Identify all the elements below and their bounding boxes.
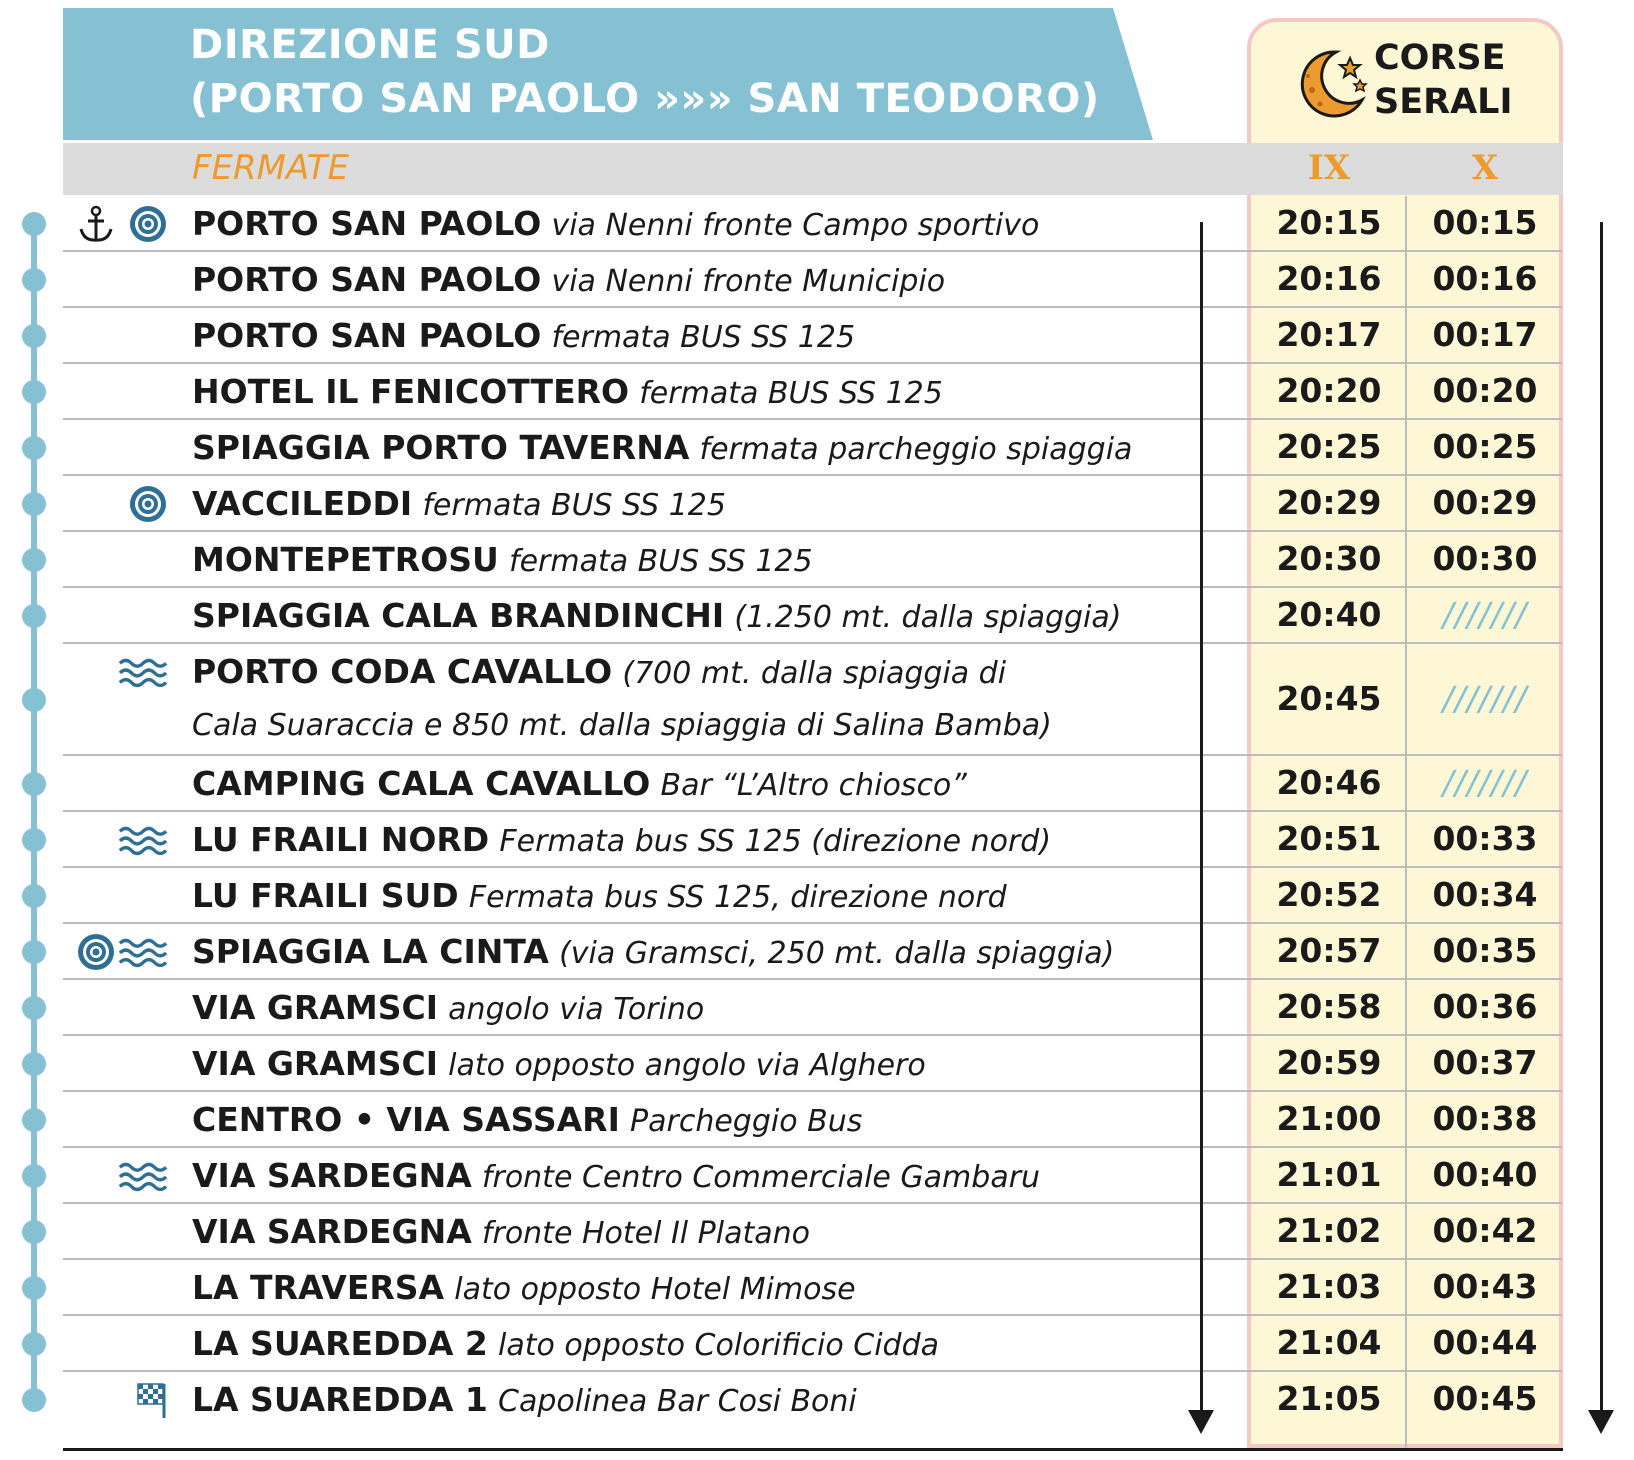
stop-name: MONTEPETROSU [192,540,499,579]
stop-description: Parcheggio Bus [630,1104,863,1139]
stop-description: Fermata bus SS 125, direzione nord [468,880,1007,915]
route-stop-dot [22,996,46,1020]
time-cell-ix: 21:02 [1276,1211,1382,1250]
stop-entry [192,372,943,411]
route-stop-dot [22,884,46,908]
stop-name: VACCILEDDI [192,484,413,523]
time-cell-ix: 20:46 [1276,763,1382,802]
stop-name: VIA SARDEGNA [192,1156,472,1195]
stop-entry [192,1268,856,1307]
stop-description: fermata BUS SS 125 [639,376,943,411]
checkered-flag-icon [132,1380,168,1424]
arrow-head-right [1588,1410,1614,1434]
time-cell-ix: 20:40 [1276,595,1382,634]
stop-description: via Nenni fronte Campo sportivo [551,208,1040,243]
time-cell-x: 00:29 [1432,483,1538,522]
time-cell-x: 00:45 [1432,1379,1538,1418]
arrow-line-right [1600,222,1603,1412]
stop-name: HOTEL IL FENICOTTERO [192,372,630,411]
stop-name: SPIAGGIA PORTO TAVERNA [192,428,690,467]
stop-description: Capolinea Bar Cosi Boni [498,1384,857,1419]
time-cell-x: 00:17 [1432,315,1538,354]
route-stop-dot [22,828,46,852]
stop-name: LA TRAVERSA [192,1268,445,1307]
route-stop-dot [22,1164,46,1188]
fermate-label: FERMATE [192,148,350,188]
evening-label-2: SERALI [1374,82,1513,122]
stop-name: VIA GRAMSCI [192,988,438,1027]
stop-name: SPIAGGIA CALA BRANDINCHI [192,596,725,635]
anchor-icon [76,204,116,248]
route-stop-dot [22,1332,46,1356]
route-stop-dot [22,772,46,796]
time-cell-x: 00:15 [1432,203,1538,242]
stop-name: LU FRAILI NORD [192,820,490,859]
time-cell-x: /////// [1442,595,1528,634]
time-cell-x: 00:44 [1432,1323,1538,1362]
time-cell-x: 00:35 [1432,931,1538,970]
time-cell-x: 00:20 [1432,371,1538,410]
stop-entry [192,876,1007,915]
stop-description-continued: Cala Suaraccia e 850 mt. dalla spiaggia di Salina Bamba) [192,708,1052,743]
column-header-x: X [1471,148,1499,188]
time-cell-ix: 21:00 [1276,1099,1382,1138]
time-cell-ix: 21:03 [1276,1267,1382,1306]
route-stop-dot [22,436,46,460]
stop-description: fermata BUS SS 125 [509,544,813,579]
route-stop-dot [22,380,46,404]
route-stop-dot [22,212,46,236]
time-cell-ix: 20:52 [1276,875,1382,914]
target-icon [76,932,116,976]
stop-description: (via Gramsci, 250 mt. dalla spiaggia) [559,936,1115,971]
stop-name: VIA GRAMSCI [192,1044,438,1083]
waves-icon [118,1158,168,1198]
stop-entry [192,428,1132,467]
stop-entry [192,484,726,523]
time-cell-ix: 20:16 [1276,259,1382,298]
stop-name: PORTO SAN PAOLO [192,260,542,299]
stop-description: fermata parcheggio spiaggia [699,432,1133,467]
stop-name: PORTO CODA CAVALLO [192,652,613,691]
time-cell-ix: 21:01 [1276,1155,1382,1194]
stop-entry [192,204,1039,243]
stop-name: LU FRAILI SUD [192,876,459,915]
stop-name: LA SUAREDDA 2 [192,1324,488,1363]
stop-description: angolo via Torino [448,992,705,1027]
time-cell-x: 00:43 [1432,1267,1538,1306]
time-cell-x: 00:40 [1432,1155,1538,1194]
time-cell-x: /////// [1442,679,1528,718]
stop-entry [192,540,813,579]
route-stop-dot [22,1052,46,1076]
time-cell-x: 00:33 [1432,819,1538,858]
stop-name: SPIAGGIA LA CINTA [192,932,549,971]
route-stop-dot [22,548,46,572]
stop-description: fermata BUS SS 125 [422,488,726,523]
arrow-line-left [1200,222,1203,1412]
time-cell-x: 00:25 [1432,427,1538,466]
stop-entry [192,1044,926,1083]
time-cell-x: /////// [1442,763,1528,802]
stop-description: (700 mt. dalla spiaggia di [622,656,1007,691]
stop-entry [192,1324,939,1363]
stop-description: fronte Centro Commerciale Gambaru [481,1160,1041,1195]
stop-description: lato opposto Hotel Mimose [454,1272,856,1307]
time-cell-ix: 20:51 [1276,819,1382,858]
route-stop-dot [22,1276,46,1300]
time-cell-x: 00:30 [1432,539,1538,578]
time-cell-x: 00:42 [1432,1211,1538,1250]
stop-description: via Nenni fronte Municipio [551,264,946,299]
stop-name: PORTO SAN PAOLO [192,316,542,355]
time-cell-ix: 20:57 [1276,931,1382,970]
time-cell-x: 00:38 [1432,1099,1538,1138]
stop-entry [192,1156,1040,1195]
bottom-rule [63,1448,1563,1451]
time-cell-ix: 20:59 [1276,1043,1382,1082]
route-stop-dot [22,268,46,292]
waves-icon [118,934,168,974]
stop-description: lato opposto Colorificio Cidda [498,1328,940,1363]
arrow-head-left [1188,1410,1214,1434]
column-header-ix: IX [1307,148,1351,188]
stop-description: Bar “L’Altro chiosco” [660,768,967,803]
moon-stars-icon [1290,44,1370,124]
stop-entry [192,316,855,355]
stop-entry [192,932,1114,971]
time-cell-ix: 21:05 [1276,1379,1382,1418]
stop-name: CENTRO • VIA SASSARI [192,1100,620,1139]
time-cell-ix: 20:15 [1276,203,1382,242]
page-title: DIREZIONE SUD [190,22,550,68]
stop-name: CAMPING CALA CAVALLO [192,764,651,803]
time-cell-x: 00:34 [1432,875,1538,914]
waves-icon [118,822,168,862]
page-subtitle: (PORTO SAN PAOLO »»» SAN TEODORO) [190,76,1100,122]
route-stop-dot [22,1388,46,1412]
time-cell-x: 00:36 [1432,987,1538,1026]
time-cell-ix: 20:30 [1276,539,1382,578]
stop-entry [192,1380,857,1419]
time-cell-ix: 21:04 [1276,1323,1382,1362]
stop-entry [192,764,967,803]
route-stop-dot [22,1220,46,1244]
stop-entry [192,1212,810,1251]
stop-description: (1.250 mt. dalla spiaggia) [734,600,1122,635]
route-stop-dot [22,324,46,348]
stop-name: VIA SARDEGNA [192,1212,472,1251]
evening-header [1290,38,1550,138]
stop-name: PORTO SAN PAOLO [192,204,542,243]
stop-entry [192,820,1051,859]
time-cell-ix: 20:20 [1276,371,1382,410]
stop-description: Fermata bus SS 125 (direzione nord) [499,824,1052,859]
time-cell-ix: 20:45 [1276,679,1382,718]
stop-description: fermata BUS SS 125 [551,320,856,355]
time-cell-ix: 20:25 [1276,427,1382,466]
stop-entry [192,596,1121,635]
route-stop-dot [22,604,46,628]
time-cell-x: 00:37 [1432,1043,1538,1082]
target-icon [128,204,168,248]
time-cell-ix: 20:58 [1276,987,1382,1026]
stop-entry [192,260,945,299]
time-cell-ix: 20:17 [1276,315,1382,354]
stop-entry [192,988,704,1027]
route-stop-dot [22,1108,46,1132]
evening-label-1: CORSE [1374,38,1506,78]
stop-entry [192,652,1006,691]
waves-icon [118,654,168,694]
stop-description: lato opposto angolo via Alghero [448,1048,926,1083]
target-icon [128,484,168,528]
route-stop-dot [22,940,46,964]
stop-name: LA SUAREDDA 1 [192,1380,488,1419]
time-cell-x: 00:16 [1432,259,1538,298]
route-stop-dot [22,688,46,712]
time-cell-ix: 20:29 [1276,483,1382,522]
route-stop-dot [22,492,46,516]
stop-description: fronte Hotel Il Platano [481,1216,810,1251]
stop-entry [192,1100,862,1139]
